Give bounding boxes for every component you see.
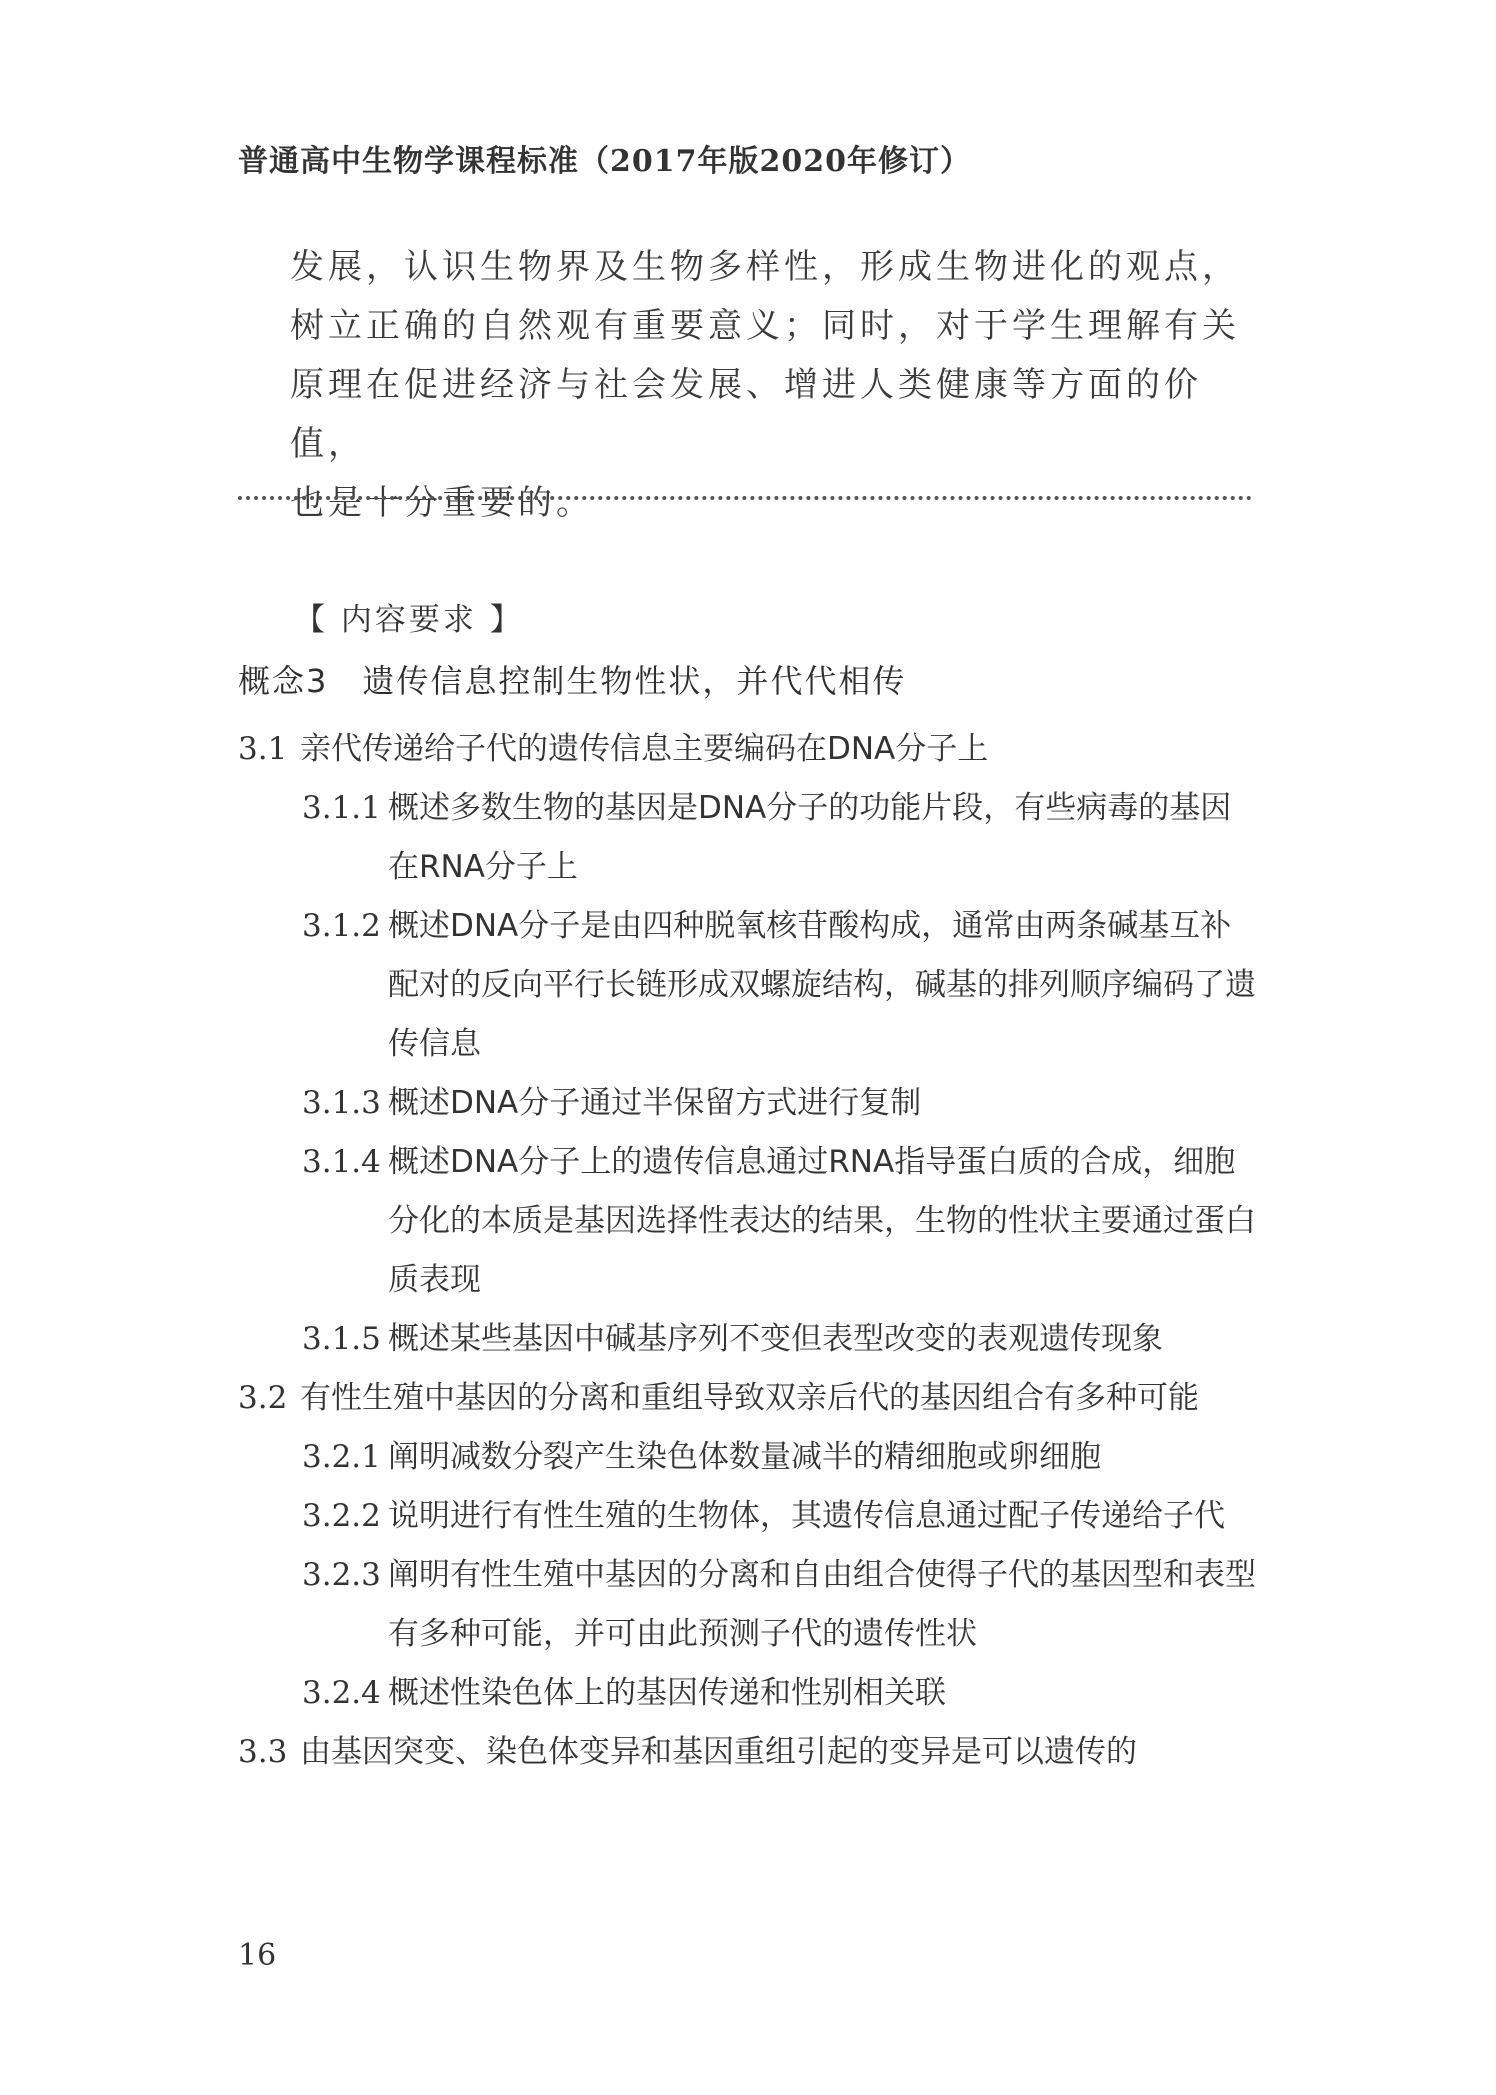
list-item: [238, 1133, 1258, 1310]
list-item: [238, 1310, 1258, 1369]
concept-title: 概念3 遗传信息控制生物性状，并代代相传: [238, 662, 907, 700]
intro-line: 发展，认识生物界及生物多样性，形成生物进化的观点，: [290, 247, 1240, 287]
item-text: 阐明减数分裂产生染色体数量减半的精细胞或卵细胞: [388, 1439, 1101, 1475]
item-text: 由基因突变、染色体变异和基因重组引起的变异是可以遗传的: [300, 1734, 1137, 1770]
list-item: [238, 1723, 1258, 1782]
dotted-divider: [238, 496, 1252, 500]
item-number: 3.2.2: [302, 1498, 381, 1534]
list-item: [238, 1428, 1258, 1487]
item-number: 3.1.2: [302, 908, 381, 944]
list-item: [238, 779, 1258, 897]
item-number: 3.3: [238, 1734, 288, 1770]
running-header: 普通高中生物学课程标准（2017年版2020年修订）: [238, 144, 971, 179]
item-text: 阐明有性生殖中基因的分离和自由组合使得子代的基因型和表型有多种可能，并可由此预测子代的遗传性状: [388, 1557, 1256, 1652]
item-text: 概述性染色体上的基因传递和性别相关联: [388, 1675, 946, 1711]
intro-line: 树立正确的自然观有重要意义；同时，对于学生理解有关: [290, 306, 1240, 346]
intro-line: 也是十分重要的。: [290, 483, 594, 523]
item-number: 3.1.1: [302, 790, 381, 826]
list-item: [238, 897, 1258, 1074]
requirements-list: [238, 720, 1258, 1782]
item-number: 3.2.3: [302, 1557, 381, 1593]
item-text: 概述某些基因中碱基序列不变但表型改变的表观遗传现象: [388, 1321, 1163, 1357]
item-number: 3.1.4: [302, 1144, 381, 1180]
item-number: 3.1.5: [302, 1321, 381, 1357]
list-item: [238, 1546, 1258, 1664]
list-item: [238, 1074, 1258, 1133]
item-number: 3.1.3: [302, 1085, 381, 1121]
section-label: 【 内容要求 】: [294, 602, 524, 638]
list-item: [238, 1664, 1258, 1723]
intro-line: 原理在促进经济与社会发展、增进人类健康等方面的价值，: [290, 365, 1202, 464]
page-number: 16: [238, 1938, 277, 1973]
item-text: 亲代传递给子代的遗传信息主要编码在DNA分子上: [300, 731, 989, 767]
item-text: 概述多数生物的基因是DNA分子的功能片段，有些病毒的基因在RNA分子上: [388, 790, 1232, 885]
item-text: 概述DNA分子上的遗传信息通过RNA指导蛋白质的合成，细胞分化的本质是基因选择性表达的结果，生物的性状主要通过蛋白质表现: [388, 1144, 1256, 1298]
item-number: 3.2.1: [302, 1439, 381, 1475]
list-item: [238, 1369, 1258, 1428]
item-text: 概述DNA分子是由四种脱氧核苷酸构成，通常由两条碱基互补配对的反向平行长链形成双螺旋结构，碱基的排列顺序编码了遗传信息: [388, 908, 1256, 1062]
item-text: 概述DNA分子通过半保留方式进行复制: [388, 1085, 922, 1121]
item-number: 3.2.4: [302, 1675, 381, 1711]
list-item: [238, 720, 1258, 779]
intro-paragraph: [290, 238, 1250, 533]
item-text: 有性生殖中基因的分离和重组导致双亲后代的基因组合有多种可能: [300, 1380, 1199, 1416]
item-number: 3.2: [238, 1380, 288, 1416]
item-number: 3.1: [238, 731, 288, 767]
item-text: 说明进行有性生殖的生物体，其遗传信息通过配子传递给子代: [388, 1498, 1225, 1534]
list-item: [238, 1487, 1258, 1546]
